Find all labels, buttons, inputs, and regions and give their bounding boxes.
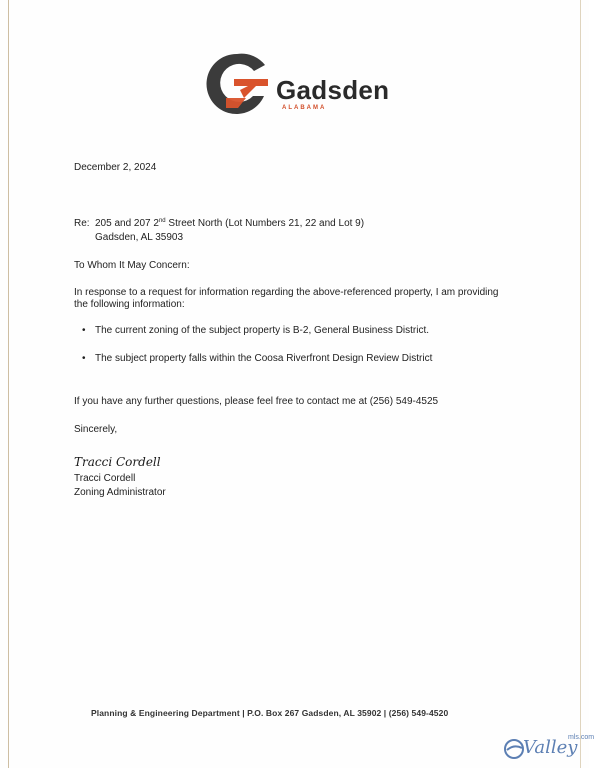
footer-contact: Planning & Engineering Department | P.O. Box 267 Gadsden, AL 35902 | (256) 549-4520 <box>91 708 449 718</box>
re-label: Re: <box>74 218 90 229</box>
bullet-marker: • <box>82 353 86 364</box>
gadsden-g-logo-icon <box>204 52 270 114</box>
brand-name: Gadsden <box>276 75 390 105</box>
watermark-domain: mls.com <box>568 734 594 741</box>
re-line-2: Gadsden, AL 35903 <box>95 232 184 243</box>
letter-date: December 2, 2024 <box>74 162 157 173</box>
brand-subtitle: ALABAMA <box>282 105 327 111</box>
re-line-1-end: Street North (Lot Numbers 21, 22 and Lot 9) <box>165 218 365 229</box>
page-left-edge <box>8 0 9 768</box>
handwritten-signature <box>72 452 162 472</box>
sign-off: Sincerely, <box>74 424 118 435</box>
signer-title: Zoning Administrator <box>74 487 166 498</box>
valleymls-watermark <box>503 734 594 764</box>
signer-name: Tracci Cordell <box>74 473 136 484</box>
re-line-1-ordinal: nd <box>158 218 166 224</box>
watermark-brand: Valley <box>523 737 578 758</box>
bullet-item-zoning: The current zoning of the subject property is B-2, General Business District. <box>95 325 430 336</box>
bullet-marker: • <box>82 325 86 336</box>
body-line-2: the following information: <box>74 299 185 310</box>
closing-text: If you have any further questions, please feel free to contact me at (256) 549-4525 <box>74 396 439 407</box>
re-line-1-start: 205 and 207 2 <box>95 218 159 229</box>
bullet-item-district: The subject property falls within the Coosa Riverfront Design Review District <box>95 353 433 364</box>
gadsden-logo <box>204 52 394 116</box>
page-right-edge <box>580 0 581 768</box>
watermark-logo-icon <box>503 738 525 760</box>
re-line-1 <box>95 217 364 230</box>
salutation: To Whom It May Concern: <box>74 260 190 271</box>
body-line-1: In response to a request for information regarding the above-referenced property, I am providing <box>74 287 499 298</box>
signature-text: Tracci Cordell <box>74 455 161 469</box>
